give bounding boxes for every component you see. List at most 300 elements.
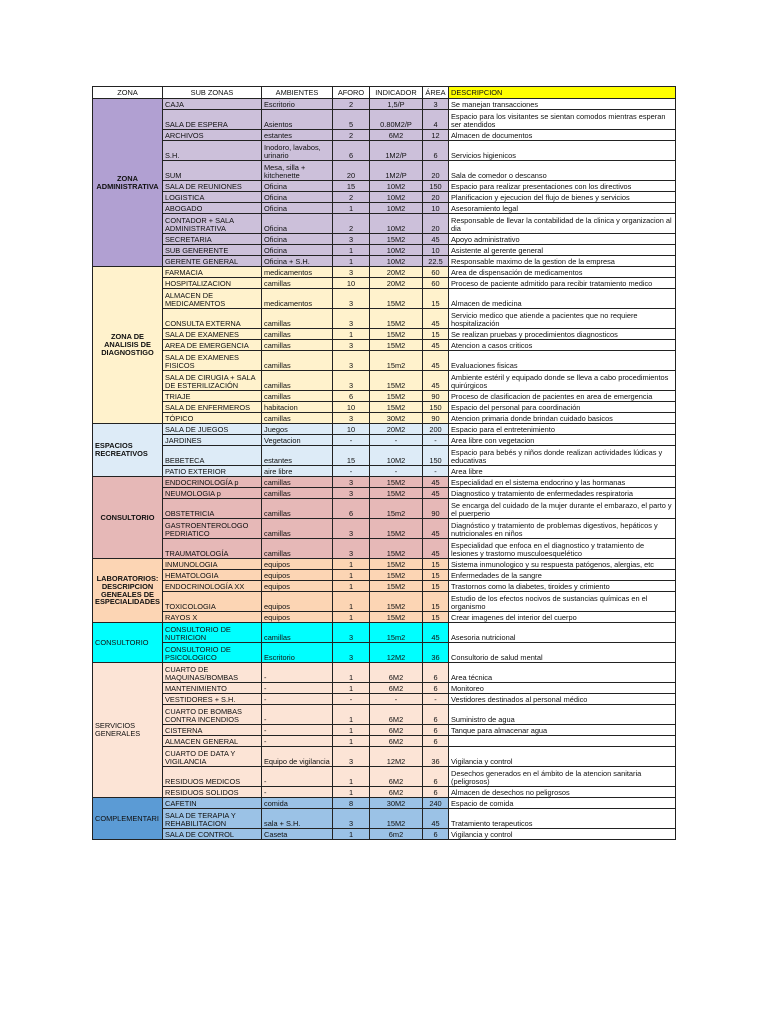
ambiente-cell: medicamentos	[262, 289, 333, 309]
aforo-cell: 3	[333, 519, 370, 539]
table-row	[93, 787, 676, 798]
table-row	[93, 371, 676, 391]
sub-zona-cell: SALA DE EXAMENES FISICOS	[163, 351, 262, 371]
area-cell: 6	[423, 663, 449, 683]
aforo-cell: 5	[333, 110, 370, 130]
indicador-cell: 10M2	[370, 214, 423, 234]
indicador-cell: 15m2	[370, 499, 423, 519]
table-row	[93, 340, 676, 351]
sub-zona-cell: SALA DE REUNIONES	[163, 181, 262, 192]
zone-cell: LABORATORIOS: DESCRIPCION GENEALES DE ESPECIALIDADES	[93, 559, 163, 623]
descripcion-cell: Servicios higienicos	[449, 141, 676, 161]
ambiente-cell: medicamentos	[262, 267, 333, 278]
table-row	[93, 725, 676, 736]
indicador-cell: 15M2	[370, 559, 423, 570]
area-cell: 20	[423, 161, 449, 181]
indicador-cell: 10M2	[370, 203, 423, 214]
area-cell: 45	[423, 234, 449, 245]
area-cell: 6	[423, 829, 449, 840]
ambiente-cell: -	[262, 725, 333, 736]
table-row	[93, 256, 676, 267]
ambiente-cell: -	[262, 705, 333, 725]
indicador-cell: 15M2	[370, 519, 423, 539]
indicador-cell: 15M2	[370, 371, 423, 391]
table-row	[93, 683, 676, 694]
descripcion-cell: Proceso de paciente admitido para recibir tratamiento medico	[449, 278, 676, 289]
header-sub-zonas: SUB ZONAS	[163, 87, 262, 99]
sub-zona-cell: ALMACEN GENERAL	[163, 736, 262, 747]
area-cell: 4	[423, 110, 449, 130]
descripcion-cell: Espacio para los visitantes se sientan comodos mientras esperan ser atendidos	[449, 110, 676, 130]
aforo-cell: 3	[333, 747, 370, 767]
descripcion-cell: Espacio de comida	[449, 798, 676, 809]
sub-zona-cell: HOSPITALIZACION	[163, 278, 262, 289]
aforo-cell: -	[333, 466, 370, 477]
descripcion-cell: Sala de comedor o descanso	[449, 161, 676, 181]
table-row	[93, 435, 676, 446]
descripcion-cell: Crear imagenes del interior del cuerpo	[449, 612, 676, 623]
table-row	[93, 424, 676, 435]
sub-zona-cell: AREA DE EMERGENCIA	[163, 340, 262, 351]
zone-cell: CONSULTORIO	[93, 477, 163, 559]
sub-zona-cell: SALA DE ESPERA	[163, 110, 262, 130]
area-cell: 3	[423, 99, 449, 110]
sub-zona-cell: SALA DE CONTROL	[163, 829, 262, 840]
table-row	[93, 278, 676, 289]
aforo-cell: 3	[333, 371, 370, 391]
aforo-cell: 15	[333, 181, 370, 192]
ambiente-cell: Oficina	[262, 181, 333, 192]
table-row	[93, 623, 676, 643]
table-row	[93, 245, 676, 256]
descripcion-cell: Evaluaciones fisicas	[449, 351, 676, 371]
table-row	[93, 477, 676, 488]
table-row	[93, 663, 676, 683]
sub-zona-cell: CISTERNA	[163, 725, 262, 736]
sub-zona-cell: SALA DE TERAPIA Y REHABILITACION	[163, 809, 262, 829]
descripcion-cell: Monitoreo	[449, 683, 676, 694]
table-row	[93, 705, 676, 725]
table-row	[93, 581, 676, 592]
sub-zona-cell: SUB GENERENTE	[163, 245, 262, 256]
aforo-cell: 3	[333, 809, 370, 829]
indicador-cell: 15M2	[370, 592, 423, 612]
sub-zona-cell: SECRETARIA	[163, 234, 262, 245]
descripcion-cell: Almacen de documentos	[449, 130, 676, 141]
zoning-table	[92, 86, 676, 840]
table-row	[93, 161, 676, 181]
aforo-cell: 3	[333, 234, 370, 245]
descripcion-cell: Area libre con vegetacion	[449, 435, 676, 446]
sub-zona-cell: PATIO EXTERIOR	[163, 466, 262, 477]
aforo-cell: 10	[333, 424, 370, 435]
area-cell: 10	[423, 245, 449, 256]
area-cell: -	[423, 694, 449, 705]
descripcion-cell: Espacio para bebés y niños donde realizan actividades lúdicas y educativas	[449, 446, 676, 466]
ambiente-cell: Escritorio	[262, 643, 333, 663]
descripcion-cell: Diagnóstico y tratamiento de problemas digestivos, hepáticos y nutricionales en niños	[449, 519, 676, 539]
aforo-cell: 1	[333, 787, 370, 798]
sub-zona-cell: CAFETIN	[163, 798, 262, 809]
table-row	[93, 612, 676, 623]
aforo-cell: -	[333, 435, 370, 446]
ambiente-cell: estantes	[262, 130, 333, 141]
aforo-cell: 1	[333, 705, 370, 725]
ambiente-cell: Oficina + S.H.	[262, 256, 333, 267]
descripcion-cell: Tratamiento terapeuticos	[449, 809, 676, 829]
sub-zona-cell: SALA DE ENFERMEROS	[163, 402, 262, 413]
descripcion-cell: Vigilancia y control	[449, 747, 676, 767]
table-row	[93, 694, 676, 705]
sub-zona-cell: CONSULTORIO DE NUTRICION	[163, 623, 262, 643]
area-cell: -	[423, 435, 449, 446]
sub-zona-cell: S.H.	[163, 141, 262, 161]
sub-zona-cell: NEUMOLOGIA p	[163, 488, 262, 499]
area-cell: 45	[423, 519, 449, 539]
header-row	[93, 87, 676, 99]
descripcion-cell: Tanque para almacenar agua	[449, 725, 676, 736]
table-row	[93, 309, 676, 329]
aforo-cell: 15	[333, 446, 370, 466]
ambiente-cell: -	[262, 694, 333, 705]
ambiente-cell: equipos	[262, 612, 333, 623]
area-cell: 6	[423, 767, 449, 787]
sub-zona-cell: ALMACEN DE MEDICAMENTOS	[163, 289, 262, 309]
ambiente-cell: Asientos	[262, 110, 333, 130]
indicador-cell: 15M2	[370, 234, 423, 245]
descripcion-cell: Especialidad en el sistema endocrino y las hormanas	[449, 477, 676, 488]
descripcion-cell: Se manejan transacciones	[449, 99, 676, 110]
descripcion-cell: Area libre	[449, 466, 676, 477]
area-cell: 36	[423, 643, 449, 663]
sub-zona-cell: RESIDUOS MEDICOS	[163, 767, 262, 787]
table-row	[93, 736, 676, 747]
descripcion-cell: Estudio de los efectos nocivos de sustancias químicas en el organismo	[449, 592, 676, 612]
header-zona: ZONA	[93, 87, 163, 99]
indicador-cell: 20M2	[370, 278, 423, 289]
area-cell: 6	[423, 705, 449, 725]
ambiente-cell: camillas	[262, 278, 333, 289]
descripcion-cell: Especialidad que enfoca en el diagnostico y tratamiento de lesiones y trastorno musculoesquelético	[449, 539, 676, 559]
area-cell: 90	[423, 413, 449, 424]
sub-zona-cell: JARDINES	[163, 435, 262, 446]
indicador-cell: 1M2/P	[370, 141, 423, 161]
descripcion-cell: Consultorio de salud mental	[449, 643, 676, 663]
ambiente-cell: equipos	[262, 581, 333, 592]
descripcion-cell: Asesoramiento legal	[449, 203, 676, 214]
zone-cell: COMPLEMENTARI	[93, 798, 163, 840]
table-row	[93, 234, 676, 245]
sub-zona-cell: CUARTO DE BOMBAS CONTRA INCENDIOS	[163, 705, 262, 725]
ambiente-cell: Oficina	[262, 203, 333, 214]
sub-zona-cell: INMUNOLOGIA	[163, 559, 262, 570]
descripcion-cell: Enfermedades de la sangre	[449, 570, 676, 581]
sub-zona-cell: CUARTO DE DATA Y VIGILANCIA	[163, 747, 262, 767]
header-aforo: AFORO	[333, 87, 370, 99]
indicador-cell: 6M2	[370, 736, 423, 747]
area-cell: -	[423, 466, 449, 477]
indicador-cell: 15M2	[370, 570, 423, 581]
area-cell: 20	[423, 192, 449, 203]
descripcion-cell: Sistema inmunologico y su respuesta patógenos, alergias, etc	[449, 559, 676, 570]
indicador-cell: 30M2	[370, 798, 423, 809]
area-cell: 6	[423, 725, 449, 736]
descripcion-cell: Espacio del personal para coordinación	[449, 402, 676, 413]
indicador-cell: 12M2	[370, 643, 423, 663]
aforo-cell: 2	[333, 214, 370, 234]
table-row	[93, 391, 676, 402]
descripcion-cell: Atencion primaria donde brindan cuidado basicos	[449, 413, 676, 424]
sub-zona-cell: CONSULTORIO DE PSICOLOGICO	[163, 643, 262, 663]
indicador-cell: 20M2	[370, 267, 423, 278]
aforo-cell: 1	[333, 581, 370, 592]
table-row	[93, 747, 676, 767]
indicador-cell: 15M2	[370, 477, 423, 488]
area-cell: 240	[423, 798, 449, 809]
ambiente-cell: camillas	[262, 351, 333, 371]
sub-zona-cell: MANTENIMIENTO	[163, 683, 262, 694]
ambiente-cell: Juegos	[262, 424, 333, 435]
ambiente-cell: equipos	[262, 559, 333, 570]
sub-zona-cell: OBSTETRICIA	[163, 499, 262, 519]
table-row	[93, 267, 676, 278]
area-cell: 12	[423, 130, 449, 141]
table-row	[93, 99, 676, 110]
area-cell: 6	[423, 787, 449, 798]
table-row	[93, 413, 676, 424]
aforo-cell: 3	[333, 643, 370, 663]
sub-zona-cell: ENDOCRINOLOGÍA XX	[163, 581, 262, 592]
indicador-cell: 10M2	[370, 446, 423, 466]
indicador-cell: 15M2	[370, 581, 423, 592]
area-cell: 6	[423, 736, 449, 747]
ambiente-cell: Escritorio	[262, 99, 333, 110]
area-cell: 15	[423, 592, 449, 612]
area-cell: 20	[423, 214, 449, 234]
sub-zona-cell: FARMACIA	[163, 267, 262, 278]
table-row	[93, 798, 676, 809]
sub-zona-cell: RESIDUOS SOLIDOS	[163, 787, 262, 798]
aforo-cell: 2	[333, 130, 370, 141]
indicador-cell: 1,5/P	[370, 99, 423, 110]
sub-zona-cell: TOXICOLOGIA	[163, 592, 262, 612]
aforo-cell: 1	[333, 683, 370, 694]
sub-zona-cell: LOGISTICA	[163, 192, 262, 203]
sub-zona-cell: CUARTO DE MAQUINAS/BOMBAS	[163, 663, 262, 683]
table-row	[93, 519, 676, 539]
sub-zona-cell: VESTIDORES + S.H.	[163, 694, 262, 705]
descripcion-cell: Se realizan pruebas y procedimientos diagnosticos	[449, 329, 676, 340]
table-row	[93, 203, 676, 214]
aforo-cell: 8	[333, 798, 370, 809]
sub-zona-cell: ABOGADO	[163, 203, 262, 214]
aforo-cell: 1	[333, 736, 370, 747]
ambiente-cell: equipos	[262, 570, 333, 581]
descripcion-cell: Asistente al gerente general	[449, 245, 676, 256]
ambiente-cell: aire libre	[262, 466, 333, 477]
indicador-cell: 6M2	[370, 787, 423, 798]
ambiente-cell: camillas	[262, 539, 333, 559]
sub-zona-cell: GERENTE GENERAL	[163, 256, 262, 267]
indicador-cell: 10M2	[370, 245, 423, 256]
aforo-cell: 3	[333, 340, 370, 351]
sub-zona-cell: TRAUMATOLOGÍA	[163, 539, 262, 559]
indicador-cell: 15M2	[370, 329, 423, 340]
sub-zona-cell: CAJA	[163, 99, 262, 110]
indicador-cell: 15m2	[370, 623, 423, 643]
table-row	[93, 499, 676, 519]
area-cell: 200	[423, 424, 449, 435]
table-row	[93, 570, 676, 581]
indicador-cell: 12M2	[370, 747, 423, 767]
ambiente-cell: -	[262, 663, 333, 683]
area-cell: 45	[423, 623, 449, 643]
aforo-cell: -	[333, 694, 370, 705]
area-cell: 22.5	[423, 256, 449, 267]
area-cell: 150	[423, 181, 449, 192]
aforo-cell: 1	[333, 663, 370, 683]
sub-zona-cell: TÓPICO	[163, 413, 262, 424]
indicador-cell: 10M2	[370, 181, 423, 192]
sub-zona-cell: RAYOS X	[163, 612, 262, 623]
area-cell: 10	[423, 203, 449, 214]
indicador-cell: 6M2	[370, 725, 423, 736]
sub-zona-cell: CONSULTA EXTERNA	[163, 309, 262, 329]
zone-cell: ZONA DE ANALISIS DE DIAGNOSTIGO	[93, 267, 163, 424]
aforo-cell: 1	[333, 245, 370, 256]
aforo-cell: 3	[333, 488, 370, 499]
aforo-cell: 1	[333, 592, 370, 612]
table-row	[93, 809, 676, 829]
aforo-cell: 3	[333, 289, 370, 309]
descripcion-cell: Area técnica	[449, 663, 676, 683]
table-row	[93, 466, 676, 477]
indicador-cell: 15M2	[370, 402, 423, 413]
indicador-cell: 10M2	[370, 256, 423, 267]
aforo-cell: 6	[333, 499, 370, 519]
ambiente-cell: camillas	[262, 499, 333, 519]
area-cell: 15	[423, 612, 449, 623]
ambiente-cell: Oficina	[262, 214, 333, 234]
indicador-cell: 15M2	[370, 488, 423, 499]
aforo-cell: 10	[333, 278, 370, 289]
aforo-cell: 3	[333, 623, 370, 643]
zone-cell: SERVICIOS GENERALES	[93, 663, 163, 798]
table-body	[93, 87, 676, 840]
sub-zona-cell: HEMATOLOGIA	[163, 570, 262, 581]
area-cell: 15	[423, 289, 449, 309]
indicador-cell: 6M2	[370, 705, 423, 725]
descripcion-cell: Proceso de clasificacion de pacientes en area de emergencia	[449, 391, 676, 402]
indicador-cell: 6M2	[370, 663, 423, 683]
area-cell: 15	[423, 329, 449, 340]
indicador-cell: 6M2	[370, 683, 423, 694]
ambiente-cell: camillas	[262, 329, 333, 340]
descripcion-cell: Planificacion y ejecucion del flujo de bienes y servicios	[449, 192, 676, 203]
sub-zona-cell: SALA DE JUEGOS	[163, 424, 262, 435]
area-cell: 60	[423, 278, 449, 289]
ambiente-cell: Oficina	[262, 234, 333, 245]
aforo-cell: 2	[333, 192, 370, 203]
sub-zona-cell: SALA DE EXAMENES	[163, 329, 262, 340]
area-cell: 36	[423, 747, 449, 767]
area-cell: 6	[423, 683, 449, 694]
ambiente-cell: camillas	[262, 488, 333, 499]
aforo-cell: 3	[333, 539, 370, 559]
ambiente-cell: equipos	[262, 592, 333, 612]
ambiente-cell: camillas	[262, 309, 333, 329]
descripcion-cell: Area de dispensación de medicamentos	[449, 267, 676, 278]
header-indicador: INDICADOR	[370, 87, 423, 99]
table-row	[93, 130, 676, 141]
table-row	[93, 592, 676, 612]
area-cell: 45	[423, 340, 449, 351]
indicador-cell: 6m2	[370, 829, 423, 840]
table-row	[93, 141, 676, 161]
descripcion-cell: Almacen de medicina	[449, 289, 676, 309]
indicador-cell: 15M2	[370, 809, 423, 829]
sub-zona-cell: CONTADOR + SALA ADMINISTRATIVA	[163, 214, 262, 234]
area-cell: 45	[423, 539, 449, 559]
sub-zona-cell: TRIAJE	[163, 391, 262, 402]
ambiente-cell: camillas	[262, 371, 333, 391]
descripcion-cell: Responsable de llevar la contabilidad de la clinica y organizacion al dia	[449, 214, 676, 234]
indicador-cell: -	[370, 466, 423, 477]
aforo-cell: 1	[333, 570, 370, 581]
indicador-cell: -	[370, 435, 423, 446]
area-cell: 45	[423, 309, 449, 329]
indicador-cell: 0.80M2/P	[370, 110, 423, 130]
descripcion-cell: Suministro de agua	[449, 705, 676, 725]
indicador-cell: 15M2	[370, 612, 423, 623]
table-row	[93, 214, 676, 234]
descripcion-cell: Espacio para realizar presentaciones con los directivos	[449, 181, 676, 192]
ambiente-cell: habitacion	[262, 402, 333, 413]
indicador-cell: 15M2	[370, 309, 423, 329]
ambiente-cell: Mesa, silla + kitchenette	[262, 161, 333, 181]
aforo-cell: 3	[333, 267, 370, 278]
table-row	[93, 446, 676, 466]
area-cell: 45	[423, 477, 449, 488]
aforo-cell: 20	[333, 161, 370, 181]
indicador-cell: 15M2	[370, 289, 423, 309]
indicador-cell: 6M2	[370, 130, 423, 141]
table-row	[93, 289, 676, 309]
indicador-cell: 20M2	[370, 424, 423, 435]
header-descripcion: DESCRIPCION	[449, 87, 676, 99]
descripcion-cell: Atencion a casos criticos	[449, 340, 676, 351]
aforo-cell: 6	[333, 391, 370, 402]
aforo-cell: 1	[333, 829, 370, 840]
ambiente-cell: sala + S.H.	[262, 809, 333, 829]
table-row	[93, 110, 676, 130]
table-row	[93, 539, 676, 559]
descripcion-cell: Ambiente estéril y equipado donde se lleva a cabo procedimientos quirúrgicos	[449, 371, 676, 391]
aforo-cell: 3	[333, 413, 370, 424]
table-row	[93, 488, 676, 499]
sub-zona-cell: SALA DE CIRUGIA + SALA DE ESTERILIZACIÓN	[163, 371, 262, 391]
descripcion-cell	[449, 736, 676, 747]
descripcion-cell: Apoyo administrativo	[449, 234, 676, 245]
table-row	[93, 192, 676, 203]
sub-zona-cell: BEBETECA	[163, 446, 262, 466]
area-cell: 45	[423, 488, 449, 499]
ambiente-cell: estantes	[262, 446, 333, 466]
aforo-cell: 1	[333, 559, 370, 570]
ambiente-cell: Caseta	[262, 829, 333, 840]
sub-zona-cell: SUM	[163, 161, 262, 181]
aforo-cell: 1	[333, 256, 370, 267]
